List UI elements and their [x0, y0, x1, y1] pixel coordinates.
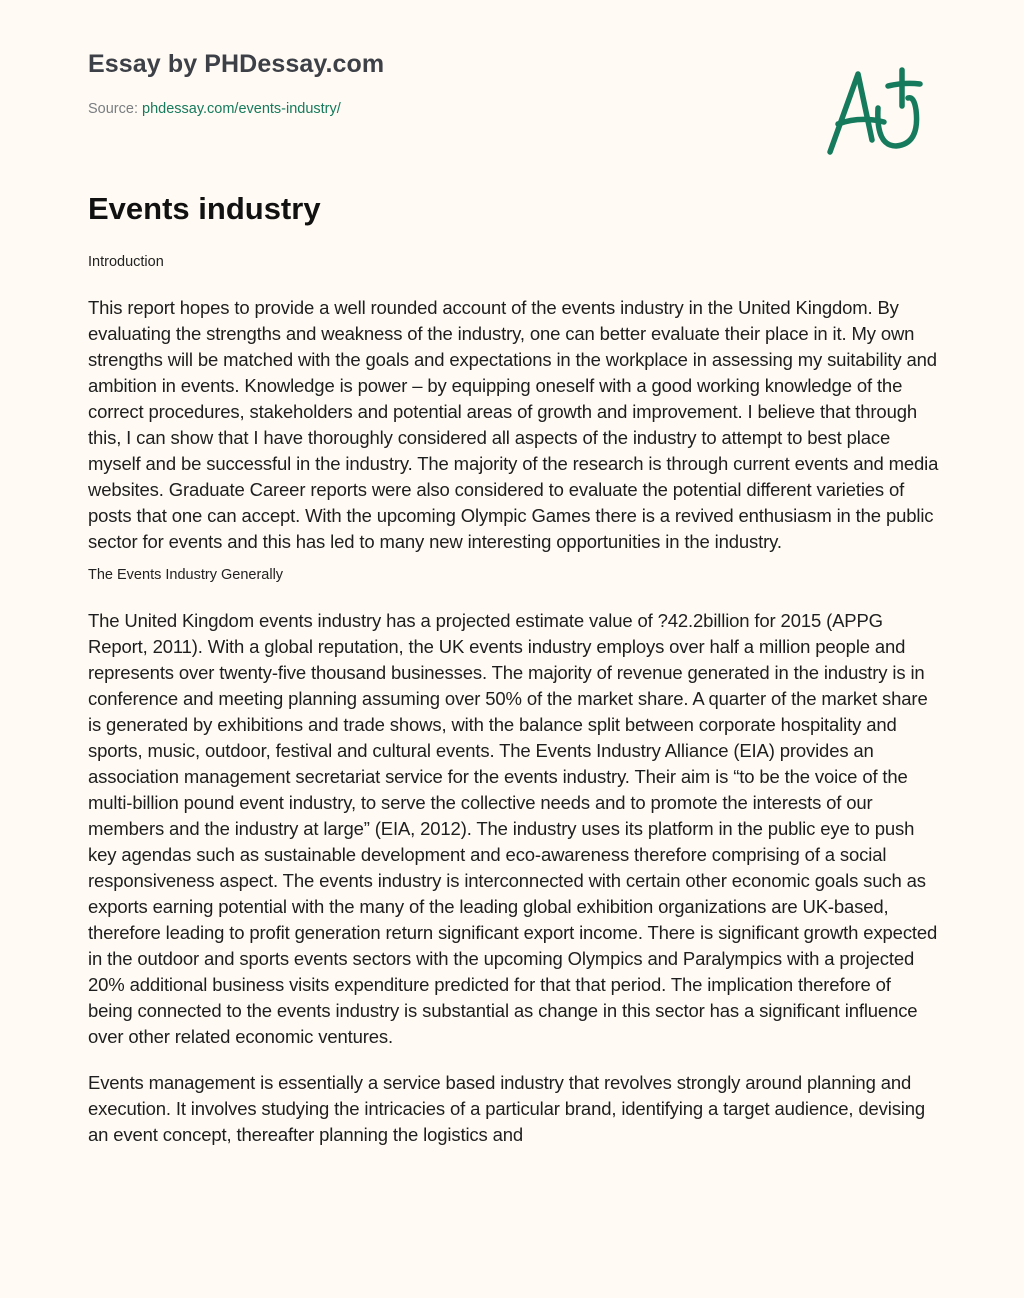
- paragraph: This report hopes to provide a well rounded account of the events industry in the United Kingdom. By evaluating the strengths and weakness of the industry, one can better evaluate their place in it. My own strengths will be matched with the goals and expectations in the workplace in assessing my suitability and ambition in events. Knowledge is power – by equipping oneself with a good working knowledge of the correct procedures, stakeholders and potential areas of growth and improvement. I believe that through this, I can show that I have thoroughly considered all aspects of the industry to attempt to best place myself and be successful in the industry. The majority of the research is through current events and media websites. Graduate Career reports were also considered to evaluate the potential different varieties of posts that one can accept. With the upcoming Olympic Games there is a revived enthusiasm in the public sector for events and this has led to many new interesting opportunities in the industry.: [88, 297, 939, 552]
- a-plus-grade-icon: [820, 62, 930, 162]
- source-link[interactable]: phdessay.com/events-industry/: [142, 101, 341, 117]
- source-line: [88, 101, 341, 117]
- section-heading-events-industry-generally: The Events Industry Generally: [88, 567, 284, 583]
- document-title: Events industry: [88, 191, 321, 226]
- site-brand: Essay by PHDessay.com: [88, 50, 385, 78]
- paragraph: Events management is essentially a service based industry that revolves strongly around planning and execution. It involves studying the intricacies of a particular brand, identifying a target audience, devising an event concept, thereafter planning the logistics and: [88, 1072, 926, 1145]
- source-label: Source:: [88, 101, 142, 117]
- document-body: [88, 252, 940, 1168]
- section-heading-introduction: Introduction: [88, 254, 164, 270]
- paragraph: The United Kingdom events industry has a projected estimate value of ?42.2billion for 2015 (APPG Report, 2011). With a global reputation, the UK events industry employs over half a million people and represents over twenty-five thousand businesses. The majority of revenue generated in the industry is in conference and meeting planning assuming over 50% of the market share. A quarter of the market share is generated by exhibitions and trade shows, with the balance split between corporate hospitality and sports, music, outdoor, festival and cultural events. The Events Industry Alliance (EIA) provides an association management secretariat service for the events industry. Their aim is “to be the voice of the multi-billion pound event industry, to serve the collective needs and to promote the interests of our members and the industry at large” (EIA, 2012). The industry uses its platform in the public eye to push key agendas such as sustainable development and eco-awareness therefore comprising of a social responsiveness aspect. The events industry is interconnected with certain other economic goals such as exports earning potential with the many of the leading global exhibition organizations are UK-based, therefore leading to profit generation return significant export income. There is significant growth expected in the outdoor and sports events sectors with the upcoming Olympics and Paralympics with a projected 20% additional business visits expenditure predicted for that that period. The implication therefore of being connected to the events industry is substantial as change in this sector has a significant influence over other related economic ventures.: [88, 610, 938, 1047]
